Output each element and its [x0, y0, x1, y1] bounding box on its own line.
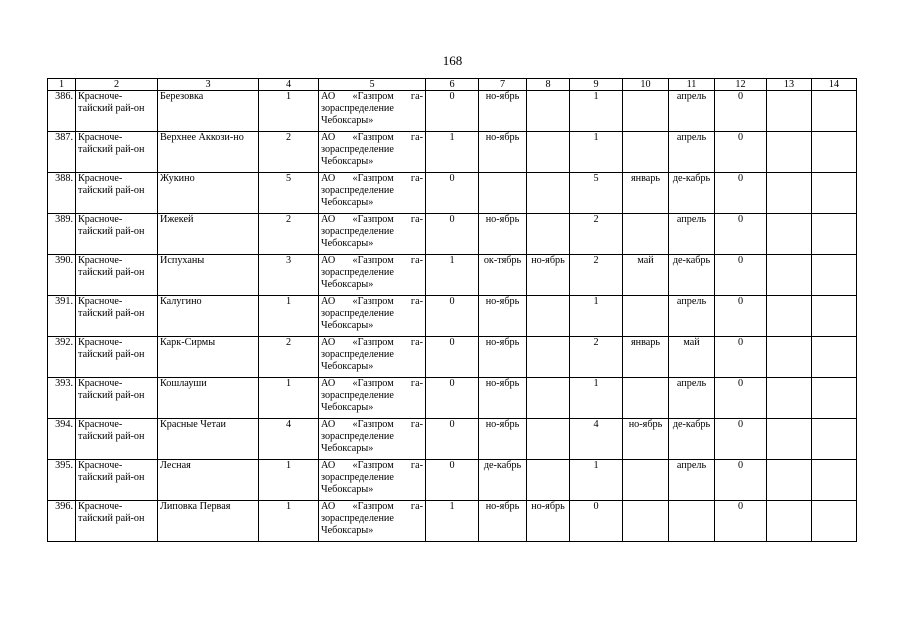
- col8-cell: [527, 378, 570, 419]
- col11-cell: апрель: [669, 296, 715, 337]
- col13-cell: [767, 419, 812, 460]
- row-number: 390.: [48, 255, 76, 296]
- column-header-4: 4: [259, 79, 319, 91]
- col10-cell: [623, 460, 669, 501]
- count-cell: 2: [259, 132, 319, 173]
- col13-cell: [767, 337, 812, 378]
- col6-cell: 0: [426, 337, 479, 378]
- col9-cell: 5: [570, 173, 623, 214]
- count-cell: 1: [259, 378, 319, 419]
- district-cell: Красноче-тайский рай-он: [76, 91, 158, 132]
- col12-cell: 0: [715, 255, 767, 296]
- col14-cell: [812, 214, 857, 255]
- col13-cell: [767, 460, 812, 501]
- col10-cell: но-ябрь: [623, 419, 669, 460]
- col11-cell: май: [669, 337, 715, 378]
- col6-cell: 0: [426, 296, 479, 337]
- col8-cell: [527, 296, 570, 337]
- col7-cell: но-ябрь: [479, 378, 527, 419]
- col9-cell: 1: [570, 460, 623, 501]
- col7-cell: де-кабрь: [479, 460, 527, 501]
- col14-cell: [812, 296, 857, 337]
- col6-cell: 0: [426, 173, 479, 214]
- settlement-cell: Красные Четаи: [158, 419, 259, 460]
- col11-cell: апрель: [669, 378, 715, 419]
- count-cell: 1: [259, 460, 319, 501]
- organization-cell: АО «Газпром га-зораспределение Чебоксары»: [319, 214, 426, 255]
- district-cell: Красноче-тайский рай-он: [76, 378, 158, 419]
- district-cell: Красноче-тайский рай-он: [76, 296, 158, 337]
- row-number: 395.: [48, 460, 76, 501]
- row-number: 394.: [48, 419, 76, 460]
- district-cell: Красноче-тайский рай-он: [76, 214, 158, 255]
- col8-cell: [527, 337, 570, 378]
- col6-cell: 0: [426, 214, 479, 255]
- col9-cell: 2: [570, 337, 623, 378]
- count-cell: 1: [259, 501, 319, 542]
- row-number: 388.: [48, 173, 76, 214]
- count-cell: 5: [259, 173, 319, 214]
- column-header-7: 7: [479, 79, 527, 91]
- organization-cell: АО «Газпром га-зораспределение Чебоксары»: [319, 132, 426, 173]
- col12-cell: 0: [715, 132, 767, 173]
- organization-cell: АО «Газпром га-зораспределение Чебоксары»: [319, 501, 426, 542]
- col6-cell: 0: [426, 460, 479, 501]
- column-header-11: 11: [669, 79, 715, 91]
- col6-cell: 1: [426, 501, 479, 542]
- col9-cell: 1: [570, 132, 623, 173]
- header-row: [48, 79, 857, 91]
- table-row: [48, 255, 857, 296]
- col14-cell: [812, 91, 857, 132]
- col7-cell: но-ябрь: [479, 337, 527, 378]
- col10-cell: [623, 296, 669, 337]
- col13-cell: [767, 501, 812, 542]
- col8-cell: [527, 214, 570, 255]
- row-number: 389.: [48, 214, 76, 255]
- col10-cell: январь: [623, 337, 669, 378]
- col6-cell: 1: [426, 132, 479, 173]
- col13-cell: [767, 91, 812, 132]
- organization-cell: АО «Газпром га-зораспределение Чебоксары»: [319, 255, 426, 296]
- column-header-5: 5: [319, 79, 426, 91]
- col9-cell: 1: [570, 378, 623, 419]
- row-number: 387.: [48, 132, 76, 173]
- table-row: [48, 419, 857, 460]
- col8-cell: но-ябрь: [527, 255, 570, 296]
- col10-cell: [623, 214, 669, 255]
- col11-cell: апрель: [669, 132, 715, 173]
- col11-cell: де-кабрь: [669, 255, 715, 296]
- col12-cell: 0: [715, 460, 767, 501]
- col12-cell: 0: [715, 419, 767, 460]
- col9-cell: 4: [570, 419, 623, 460]
- row-number: 391.: [48, 296, 76, 337]
- table-row: [48, 296, 857, 337]
- col8-cell: [527, 132, 570, 173]
- column-header-6: 6: [426, 79, 479, 91]
- col13-cell: [767, 255, 812, 296]
- organization-cell: АО «Газпром га-зораспределение Чебоксары»: [319, 337, 426, 378]
- organization-cell: АО «Газпром га-зораспределение Чебоксары»: [319, 91, 426, 132]
- district-cell: Красноче-тайский рай-он: [76, 501, 158, 542]
- table-row: [48, 501, 857, 542]
- settlement-cell: Калугино: [158, 296, 259, 337]
- col7-cell: [479, 173, 527, 214]
- district-cell: Красноче-тайский рай-он: [76, 132, 158, 173]
- col9-cell: 1: [570, 91, 623, 132]
- col10-cell: [623, 501, 669, 542]
- col12-cell: 0: [715, 173, 767, 214]
- row-number: 396.: [48, 501, 76, 542]
- col14-cell: [812, 255, 857, 296]
- col11-cell: апрель: [669, 460, 715, 501]
- row-number: 393.: [48, 378, 76, 419]
- col8-cell: [527, 419, 570, 460]
- district-cell: Красноче-тайский рай-он: [76, 337, 158, 378]
- column-header-8: 8: [527, 79, 570, 91]
- col7-cell: но-ябрь: [479, 132, 527, 173]
- col14-cell: [812, 501, 857, 542]
- col11-cell: де-кабрь: [669, 173, 715, 214]
- settlement-cell: Березовка: [158, 91, 259, 132]
- col9-cell: 0: [570, 501, 623, 542]
- settlement-cell: Верхнее Аккози-но: [158, 132, 259, 173]
- col8-cell: но-ябрь: [527, 501, 570, 542]
- table-row: [48, 460, 857, 501]
- col7-cell: но-ябрь: [479, 214, 527, 255]
- col12-cell: 0: [715, 214, 767, 255]
- table-row: [48, 132, 857, 173]
- count-cell: 3: [259, 255, 319, 296]
- col10-cell: январь: [623, 173, 669, 214]
- count-cell: 4: [259, 419, 319, 460]
- settlement-cell: Карк-Сирмы: [158, 337, 259, 378]
- column-header-10: 10: [623, 79, 669, 91]
- column-header-9: 9: [570, 79, 623, 91]
- column-header-1: 1: [48, 79, 76, 91]
- column-header-2: 2: [76, 79, 158, 91]
- col13-cell: [767, 296, 812, 337]
- col6-cell: 0: [426, 91, 479, 132]
- organization-cell: АО «Газпром га-зораспределение Чебоксары»: [319, 296, 426, 337]
- district-cell: Красноче-тайский рай-он: [76, 173, 158, 214]
- row-number: 392.: [48, 337, 76, 378]
- col6-cell: 0: [426, 419, 479, 460]
- organization-cell: АО «Газпром га-зораспределение Чебоксары»: [319, 173, 426, 214]
- col11-cell: де-кабрь: [669, 419, 715, 460]
- col12-cell: 0: [715, 378, 767, 419]
- count-cell: 2: [259, 337, 319, 378]
- col6-cell: 1: [426, 255, 479, 296]
- settlement-cell: Жукино: [158, 173, 259, 214]
- col14-cell: [812, 132, 857, 173]
- col11-cell: [669, 501, 715, 542]
- district-cell: Красноче-тайский рай-он: [76, 460, 158, 501]
- col11-cell: апрель: [669, 214, 715, 255]
- page-number: 168: [442, 53, 463, 68]
- table-row: [48, 378, 857, 419]
- col13-cell: [767, 173, 812, 214]
- col8-cell: [527, 460, 570, 501]
- settlement-cell: Липовка Первая: [158, 501, 259, 542]
- col12-cell: 0: [715, 501, 767, 542]
- col7-cell: но-ябрь: [479, 91, 527, 132]
- col14-cell: [812, 378, 857, 419]
- column-header-12: 12: [715, 79, 767, 91]
- col10-cell: май: [623, 255, 669, 296]
- settlement-cell: Кошлауши: [158, 378, 259, 419]
- col14-cell: [812, 337, 857, 378]
- data-table: [47, 78, 857, 542]
- col7-cell: но-ябрь: [479, 501, 527, 542]
- col10-cell: [623, 132, 669, 173]
- col12-cell: 0: [715, 91, 767, 132]
- col9-cell: 2: [570, 255, 623, 296]
- col7-cell: ок-тябрь: [479, 255, 527, 296]
- col6-cell: 0: [426, 378, 479, 419]
- count-cell: 1: [259, 296, 319, 337]
- col14-cell: [812, 460, 857, 501]
- col8-cell: [527, 91, 570, 132]
- col11-cell: апрель: [669, 91, 715, 132]
- settlement-cell: Испуханы: [158, 255, 259, 296]
- organization-cell: АО «Газпром га-зораспределение Чебоксары»: [319, 378, 426, 419]
- count-cell: 2: [259, 214, 319, 255]
- col13-cell: [767, 214, 812, 255]
- col8-cell: [527, 173, 570, 214]
- count-cell: 1: [259, 91, 319, 132]
- table-row: [48, 337, 857, 378]
- col9-cell: 2: [570, 214, 623, 255]
- col9-cell: 1: [570, 296, 623, 337]
- column-header-13: 13: [767, 79, 812, 91]
- col7-cell: но-ябрь: [479, 419, 527, 460]
- table-row: [48, 173, 857, 214]
- col12-cell: 0: [715, 337, 767, 378]
- column-header-3: 3: [158, 79, 259, 91]
- settlement-cell: Лесная: [158, 460, 259, 501]
- settlement-cell: Ижекей: [158, 214, 259, 255]
- col14-cell: [812, 419, 857, 460]
- organization-cell: АО «Газпром га-зораспределение Чебоксары»: [319, 419, 426, 460]
- col7-cell: но-ябрь: [479, 296, 527, 337]
- col10-cell: [623, 91, 669, 132]
- district-cell: Красноче-тайский рай-он: [76, 419, 158, 460]
- col14-cell: [812, 173, 857, 214]
- column-header-14: 14: [812, 79, 857, 91]
- organization-cell: АО «Газпром га-зораспределение Чебоксары»: [319, 460, 426, 501]
- table-row: [48, 91, 857, 132]
- col13-cell: [767, 132, 812, 173]
- district-cell: Красноче-тайский рай-он: [76, 255, 158, 296]
- row-number: 386.: [48, 91, 76, 132]
- table-row: [48, 214, 857, 255]
- col13-cell: [767, 378, 812, 419]
- col12-cell: 0: [715, 296, 767, 337]
- col10-cell: [623, 378, 669, 419]
